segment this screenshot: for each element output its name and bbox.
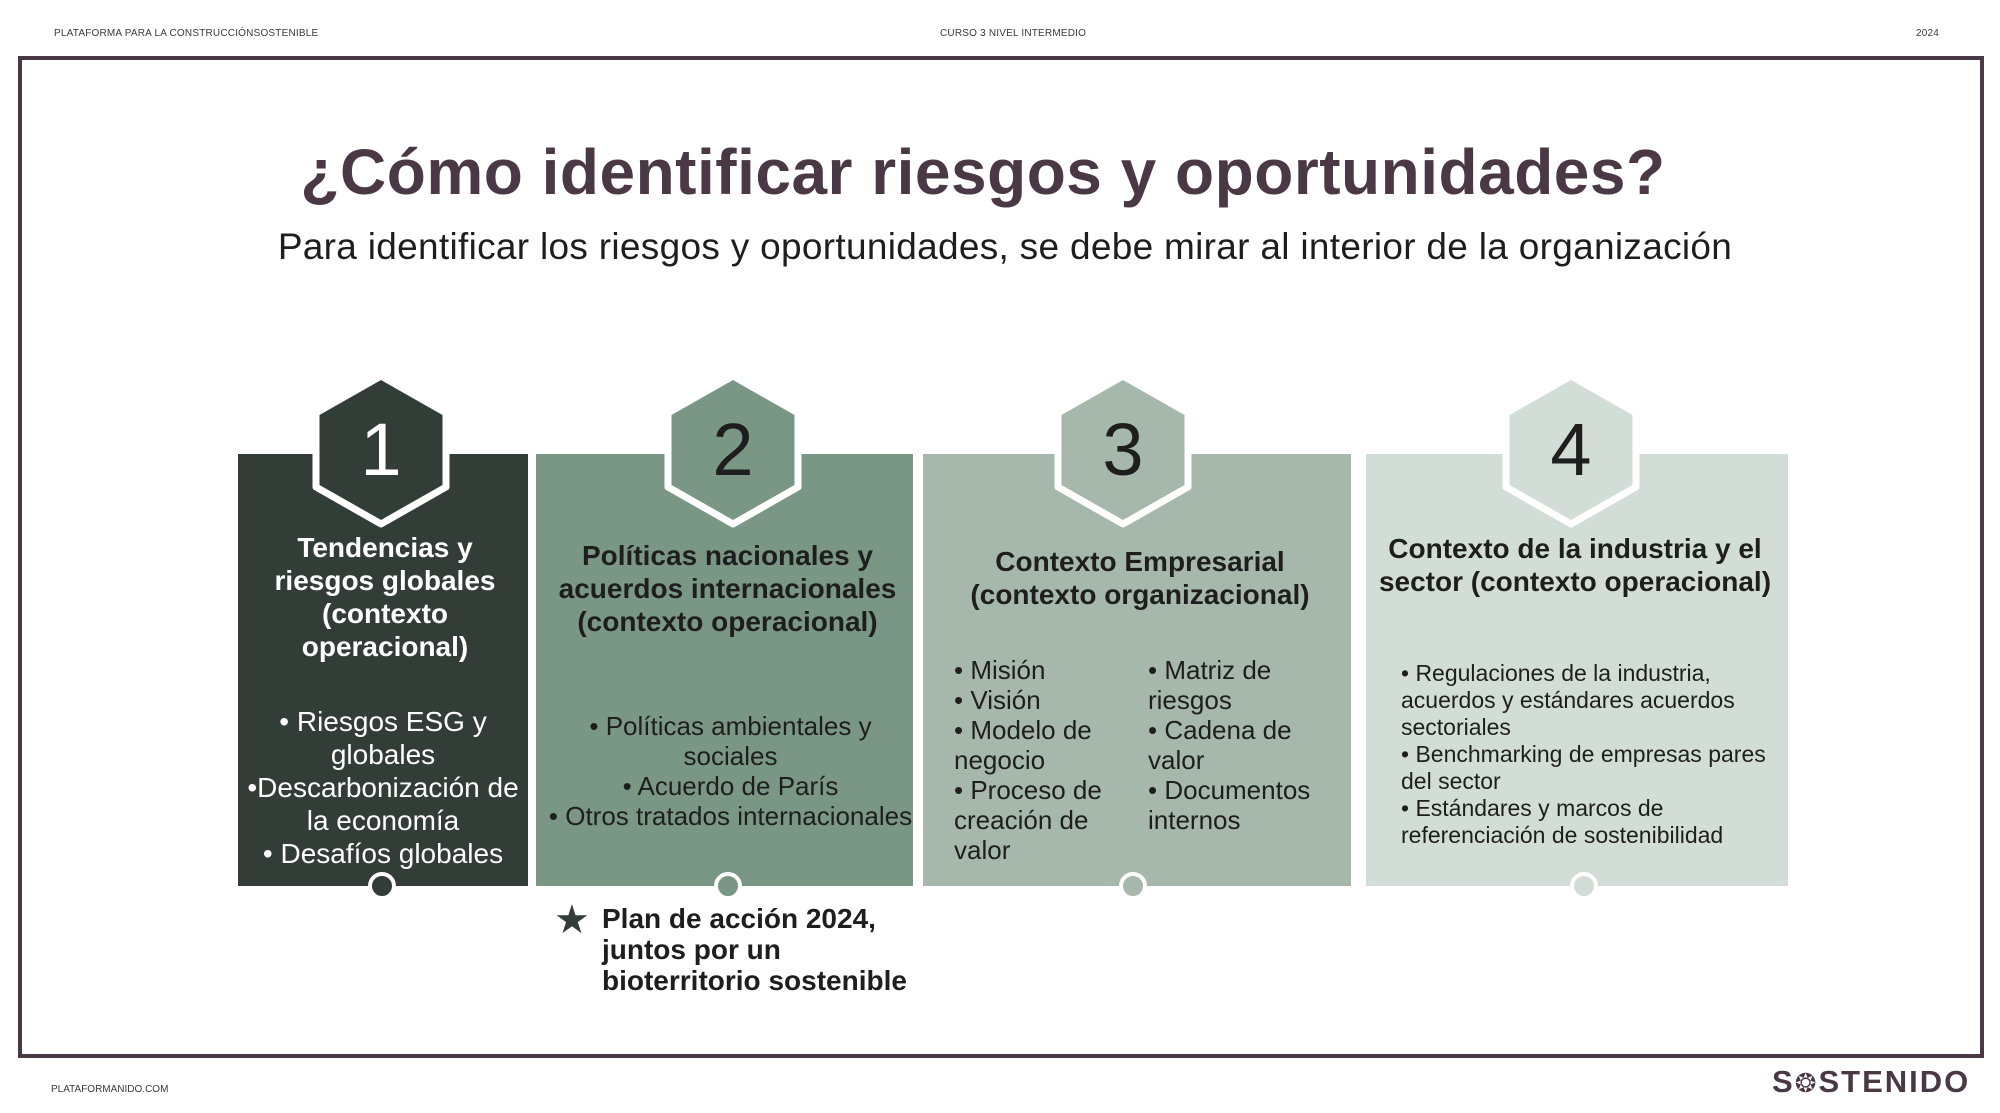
list-item: • Modelo de negocio [954, 715, 1092, 775]
panel-1-items [240, 705, 526, 870]
panel-3-items-left [954, 655, 1144, 865]
logo-text-part: STE [1818, 1064, 1885, 1099]
panel-number: 4 [1550, 408, 1592, 491]
list-item: • Acuerdo de París [622, 771, 839, 801]
list-item: • Documentos internos [1148, 775, 1311, 835]
panel-title: Políticas nacionales y acuerdos internacionales (contexto operacional) [558, 540, 897, 637]
header-left-text: PLATAFORMA PARA LA CONSTRUCCIÓNSOSTENIBLE [54, 28, 319, 39]
hexagon-badge-2 [658, 370, 808, 530]
connector-dot-2 [714, 872, 742, 900]
footer-url: PLATAFORMANIDO.COM [51, 1084, 169, 1095]
header-year: 2024 [1916, 28, 1940, 39]
list-item: • Misión [954, 655, 1046, 685]
action-plan-note: Plan de acción 2024, juntos por un bioterritorio sostenible [602, 903, 907, 996]
list-item: • Cadena de valor [1148, 715, 1292, 775]
connector-dot-3 [1119, 872, 1147, 900]
panel-title: Contexto Empresarial (contexto organizacional) [970, 546, 1310, 610]
list-item: • Proceso de creación de valor [954, 775, 1102, 865]
list-item: • Matriz de riesgos [1148, 655, 1272, 715]
list-item: •Descarbonización de la economía [247, 772, 519, 836]
panel-4-items [1401, 660, 1781, 849]
panel-title: Tendencias y riesgos globales (contexto operacional) [274, 532, 496, 662]
panel-2-items [548, 711, 913, 831]
hexagon-badge-3 [1048, 370, 1198, 530]
panel-3-items-right [1148, 655, 1343, 835]
nest-icon: ❂ [1794, 1068, 1819, 1098]
hexagon-badge-1 [306, 370, 456, 530]
list-item: • Estándares y marcos de referenciación de sostenibilidad [1401, 795, 1724, 848]
panel-title: Contexto de la industria y el sector (contexto operacional) [1378, 533, 1772, 597]
panel-number: 2 [712, 408, 754, 491]
slide-subtitle: Para identificar los riesgos y oportunidades, se debe mirar al interior de la organización [277, 226, 1733, 267]
star-icon: ★ [554, 898, 590, 942]
list-item: • Visión [954, 685, 1041, 715]
panel-number: 1 [360, 408, 402, 491]
list-item: • Regulaciones de la industria, acuerdos y estándares acuerdos sectoriales [1401, 660, 1735, 740]
list-item: • Otros tratados internacionales [548, 801, 913, 831]
hexagon-badge-4 [1496, 370, 1646, 530]
list-item: • Benchmarking de empresas pares del sector [1401, 741, 1766, 794]
logo-text-part: NIDO [1884, 1064, 1971, 1099]
connector-dot-1 [368, 872, 396, 900]
list-item: • Desafíos globales [262, 838, 504, 869]
connector-dot-4 [1570, 872, 1598, 900]
list-item: • Riesgos ESG y globales [279, 706, 487, 770]
slide-title: ¿Cómo identificar riesgos y oportunidades? [300, 136, 1666, 208]
list-item: • Políticas ambientales y sociales [589, 711, 872, 771]
header-center-text: CURSO 3 NIVEL INTERMEDIO [940, 28, 1087, 39]
sostenido-logo [1772, 1064, 1970, 1100]
logo-text-part: S [1772, 1064, 1795, 1099]
panel-number: 3 [1102, 408, 1144, 491]
